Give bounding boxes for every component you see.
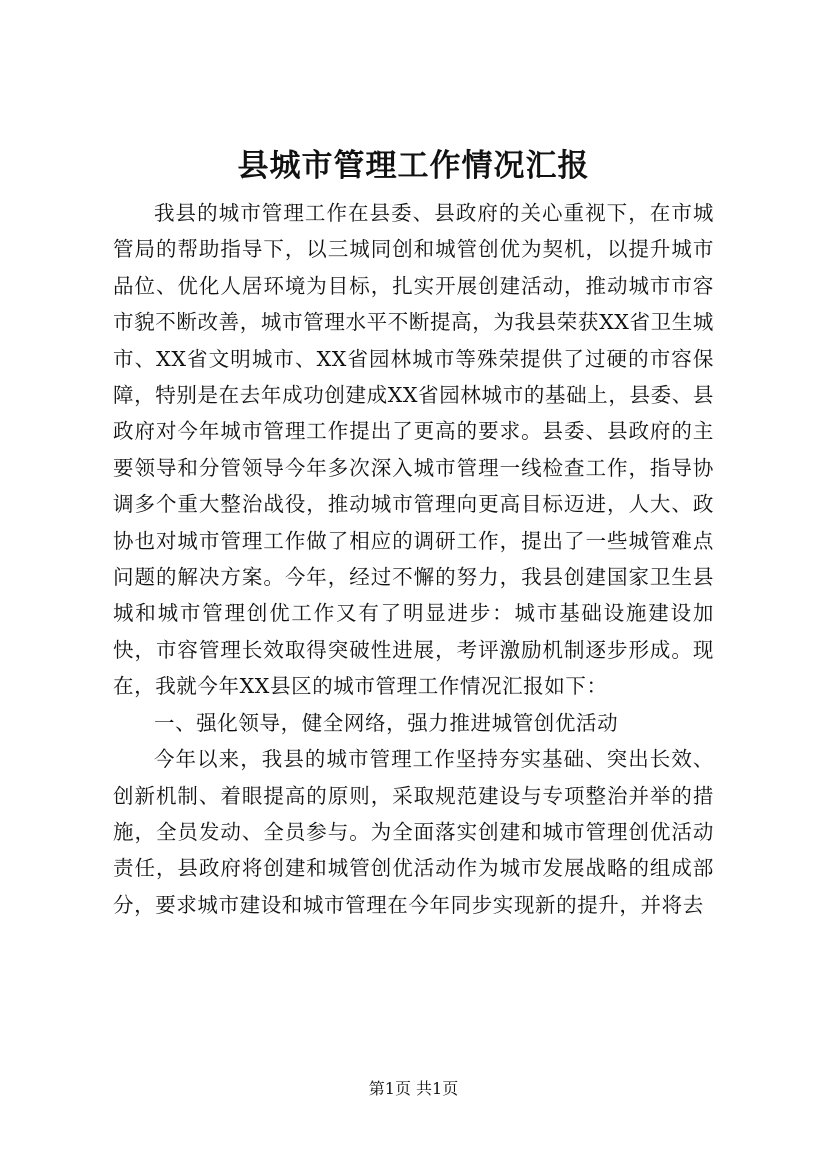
section-heading: 一、强化领导，健全网络，强力推进城管创优活动 (154, 710, 619, 735)
intro-paragraph: 我县的城市管理工作在县委、县政府的关心重视下，在市城管局的帮助指导下，以三城同创和城管创优为契机，以提升城市品位、优化人居环境为目标，扎实开展创建活动，推动城市市容市貌不断改善，城市管理水平不断提高，为我县荣获XX省卫生城市、XX省文明城市、XX省园林城市等殊荣提供了过硬的市容保障，特别是在去年成功创建成XX省园林城市的基础上，县委、县政府对今年城市管理工作提出了更高的要求。县委、县政府的主要领导和分管领导今年多次深入城市管理一线检查工作，指导协调多个重大整治战役，推动城市管理向更高目标迈进，人大、政协也对城市管理工作做了相应的调研工作，提出了一些城管难点问题的解决方案。今年，经过不懈的努力，我县创建国家卫生县城和城市管理创优工作又有了明显进步：城市基础设施建设加快，市容管理长效取得突破性进展，考评激励机制逐步形成。现在，我就今年XX县区的城市管理工作情况汇报如下： (113, 201, 714, 699)
page-footer: 第1页 共1页 (368, 1079, 459, 1098)
document-body (113, 195, 714, 923)
document-title: 县城市管理工作情况汇报 (237, 148, 590, 184)
section-paragraph: 今年以来，我县的城市管理工作坚持夯实基础、突出长效、创新机制、着眼提高的原则，采取规范建设与专项整治并举的措施，全员发动、全员参与。为全面落实创建和城市管理创优活动责任，县政府将创建和城管创优活动作为城市发展战略的组成部分，要求城市建设和城市管理在今年同步实现新的提升，并将去 (113, 747, 714, 917)
